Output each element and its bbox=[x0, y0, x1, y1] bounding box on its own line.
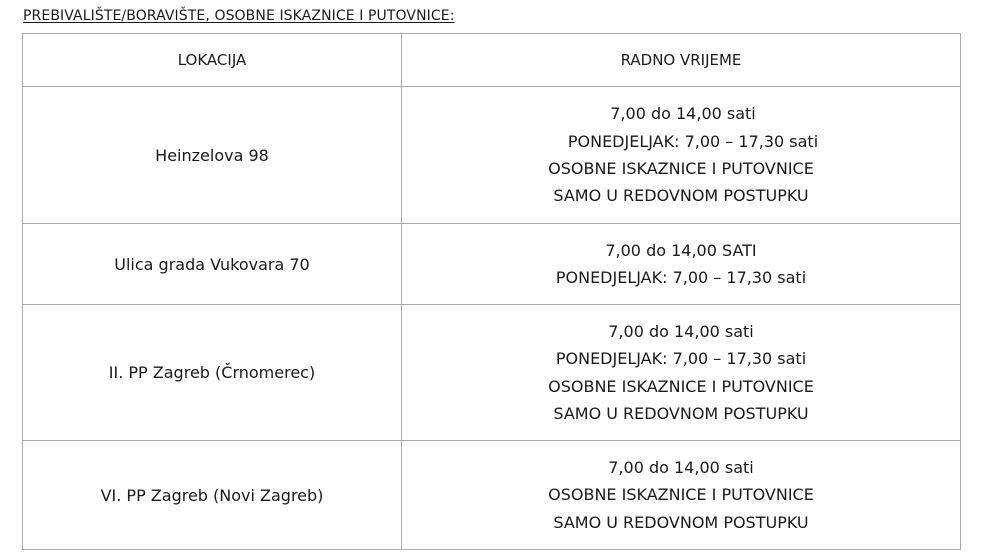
location-name: II. PP Zagreb (Črnomerec) bbox=[108, 363, 316, 382]
hours-line: 7,00 do 14,00 sati bbox=[608, 458, 754, 478]
hours-cell bbox=[402, 224, 961, 305]
table-row bbox=[23, 224, 961, 305]
hours-line: SAMO U REDOVNOM POSTUPKU bbox=[553, 403, 809, 423]
hours-line: SAMO U REDOVNOM POSTUPKU bbox=[553, 512, 809, 532]
location-name: Ulica grada Vukovara 70 bbox=[114, 254, 310, 274]
hours-line: 7,00 do 14,00 sati bbox=[608, 321, 754, 341]
table-header-row bbox=[23, 34, 961, 87]
hours-line: OSOBNE ISKAZNICE I PUTOVNICE bbox=[548, 485, 814, 505]
hours-line: OSOBNE ISKAZNICE I PUTOVNICE bbox=[548, 159, 814, 178]
hours-line: OSOBNE ISKAZNICE I PUTOVNICE bbox=[548, 376, 814, 396]
hours-line: PONEDJELJAK: 7,00 – 17,30 sati bbox=[567, 131, 819, 151]
hours-line: PONEDJELJAK: 7,00 – 17,30 sati bbox=[555, 349, 807, 369]
page-heading: PREBIVALIŠTE/BORAVIŠTE, OSOBNE ISKAZNICE I PUTOVNICE: bbox=[23, 8, 455, 24]
table-row bbox=[23, 441, 961, 550]
location-name: VI. PP Zagreb (Novi Zagreb) bbox=[100, 485, 324, 505]
table-row bbox=[23, 87, 961, 224]
table-row bbox=[23, 305, 961, 441]
location-cell bbox=[23, 305, 402, 441]
hours-column-header: RADNO VRIJEME bbox=[402, 34, 961, 87]
hours-line: 7,00 do 14,00 sati bbox=[610, 104, 756, 124]
hours-line: 7,00 do 14,00 SATI bbox=[605, 240, 757, 260]
location-cell bbox=[23, 441, 402, 550]
office-hours-table bbox=[22, 33, 961, 550]
location-cell bbox=[23, 87, 402, 224]
hours-line: SAMO U REDOVNOM POSTUPKU bbox=[553, 186, 809, 206]
hours-cell bbox=[402, 305, 961, 441]
location-column-header: LOKACIJA bbox=[23, 34, 402, 87]
location-name: Heinzelova 98 bbox=[155, 145, 269, 165]
hours-cell bbox=[402, 87, 961, 224]
hours-cell bbox=[402, 441, 961, 550]
location-cell bbox=[23, 224, 402, 305]
hours-line: PONEDJELJAK: 7,00 – 17,30 sati bbox=[555, 268, 807, 287]
